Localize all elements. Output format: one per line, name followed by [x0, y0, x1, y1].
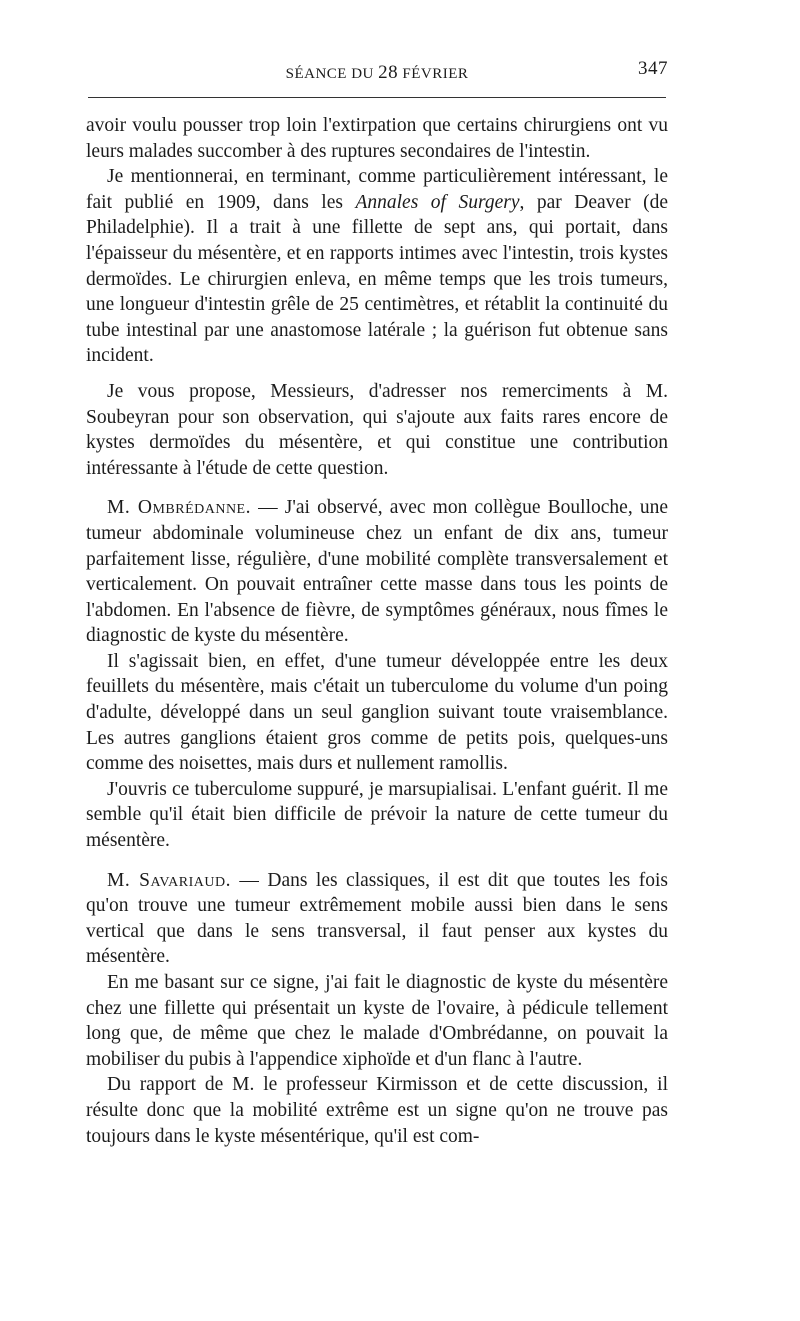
- paragraph-4-text: — J'ai observé, avec mon collègue Boulloche, une tumeur abdominale volumineuse chez un enfant de dix ans, tumeur parfaitement lisse, régulière, d'une mobilité complète transversalement et verticalement. On pouvait entraîner cette masse dans tous les points de l'abdomen. En l'absence de fièvre, de symptômes généraux, nous fîmes le diagnostic de kyste du mésentère.: [86, 497, 669, 647]
- page-body: [86, 113, 668, 1149]
- paragraph-7: [86, 868, 668, 970]
- paragraph-2-part-b: , par Deaver (de Philadelphie). Il a trait à une fillette de sept ans, qui portait, dans l'épaisseur du mésentère, et en rapports intimes avec l'intestin, trois kystes dermoïdes. Le chirurgien enleva, en même temps que les trois tumeurs, une longueur d'intestin grêle de 25 centimètres, et rétablit la continuité du tube intestinal par une anastomose latérale ; la guérison fut obtenue sans incident.: [86, 191, 668, 367]
- running-header: [86, 58, 668, 86]
- page-number: 347: [638, 58, 668, 79]
- speaker-ombredanne: M. Ombrédanne.: [107, 497, 251, 519]
- paragraph-8: En me basant sur ce signe, j'ai fait le diagnostic de kyste du mésentère chez une fillette qui présentait un kyste de l'ovaire, à pédicule tellement long que, de même que chez le malade d'Ombrédanne, on pouvait la mobiliser du pubis à l'appendice xiphoïde et d'un flanc à l'autre.: [86, 972, 668, 1070]
- header-title-pre: SÉANCE DU: [285, 66, 379, 82]
- paragraph-9: Du rapport de M. le professeur Kirmisson et de cette discussion, il résulte donc que la mobilité extrême est un signe qu'on ne trouve pas toujours dans le kyste mésentérique, qu'il est com-: [86, 1074, 668, 1147]
- paragraph-3: Je vous propose, Messieurs, d'adresser nos remerciments à M. Soubeyran pour son observation, qui s'ajoute aux faits rares encore de kystes dermoïdes du mésentère, et qui constitue une contribution intéressante à l'étude de cette question.: [86, 380, 668, 479]
- header-rule: [88, 97, 666, 98]
- paragraph-7-text: — Dans les classiques, il est dit que toutes les fois qu'on trouve une tumeur extrêmement mobile aussi bien dans le sens vertical que dans le sens transversal, il faut penser aux kystes du mésentère.: [86, 869, 668, 968]
- paragraph-2: [86, 164, 668, 369]
- journal-title: Annales of Surgery: [355, 191, 520, 213]
- header-title-post: FÉVRIER: [398, 66, 469, 82]
- paragraph-6: J'ouvris ce tuberculome suppuré, je marsupialisai. L'enfant guérit. Il me semble qu'il était bien difficile de prévoir la nature de cette tumeur du mésentère.: [86, 778, 668, 852]
- header-title: [86, 62, 668, 84]
- header-title-num: 28: [378, 62, 399, 83]
- speaker-savariaud: M. Savariaud.: [107, 869, 231, 891]
- paragraph-2-part-a: Je mentionnerai, en terminant, comme particulièrement intéressant, le fait publié en 1909, dans les: [86, 166, 668, 213]
- paragraph-4: [86, 495, 668, 649]
- paragraph-1: avoir voulu pousser trop loin l'extirpation que certains chirurgiens ont vu leurs malades succomber à des ruptures secondaires de l'intestin.: [86, 115, 668, 162]
- paragraph-5: Il s'agissait bien, en effet, d'une tumeur développée entre les deux feuillets du mésentère, mais c'était un tuberculome du volume d'un poing d'adulte, développé dans un seul ganglion suivant toute vraisemblance. Les autres ganglions étaient gros comme de petits pois, quelques-uns comme des noisettes, mais durs et nullement ramollis.: [86, 650, 668, 775]
